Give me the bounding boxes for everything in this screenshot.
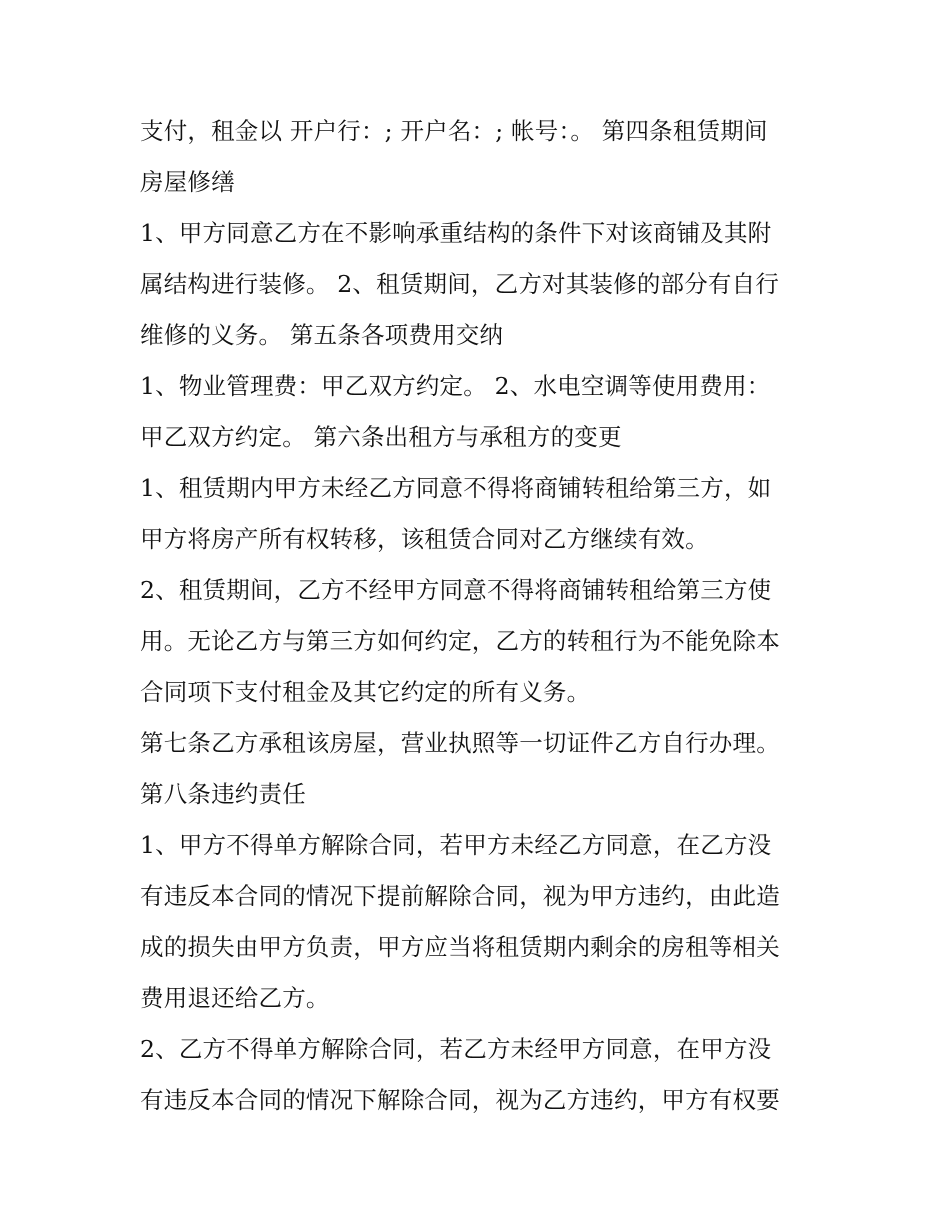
text-line: 1、甲方同意乙方在不影响承重结构的条件下对该商铺及其附	[140, 219, 772, 247]
text-line: 2、租赁期间，乙方不经甲方同意不得将商铺转租给第三方使	[140, 576, 772, 604]
text-line: 1、租赁期内甲方未经乙方同意不得将商铺转租给第三方，如	[140, 474, 772, 502]
text-line: 房屋修缮	[140, 168, 235, 196]
text-line: 有违反本合同的情况下解除合同，视为乙方违约，甲方有权要	[140, 1086, 780, 1114]
text-line: 1、物业管理费：甲乙双方约定。 2、水电空调等使用费用：	[140, 372, 771, 400]
text-line: 维修的义务。 第五条各项费用交纳	[140, 321, 504, 349]
text-line: 第八条违约责任	[140, 780, 306, 808]
text-line: 用。无论乙方与第三方如何约定，乙方的转租行为不能免除本	[140, 627, 780, 655]
document-body	[140, 106, 820, 1126]
text-line: 属结构进行装修。 2、租赁期间，乙方对其装修的部分有自行	[140, 270, 780, 298]
text-line: 2、乙方不得单方解除合同，若乙方未经甲方同意，在甲方没	[140, 1035, 772, 1063]
text-line: 成的损失由甲方负责，甲方应当将租赁期内剩余的房租等相关	[140, 933, 780, 961]
text-line: 费用退还给乙方。	[140, 984, 330, 1012]
text-line: 甲乙双方约定。 第六条出租方与承租方的变更	[140, 423, 622, 451]
text-line: 1、甲方不得单方解除合同，若甲方未经乙方同意，在乙方没	[140, 831, 772, 859]
text-line: 甲方将房产所有权转移，该租赁合同对乙方继续有效。	[140, 525, 709, 553]
text-line: 支付，租金以 开户行：; 开户名：; 帐号：。 第四条租赁期间	[140, 117, 768, 145]
text-line: 第七条乙方承租该房屋，营业执照等一切证件乙方自行办理。	[140, 729, 780, 757]
text-line: 有违反本合同的情况下提前解除合同，视为甲方违约，由此造	[140, 882, 780, 910]
text-line: 合同项下支付租金及其它约定的所有义务。	[140, 678, 591, 706]
